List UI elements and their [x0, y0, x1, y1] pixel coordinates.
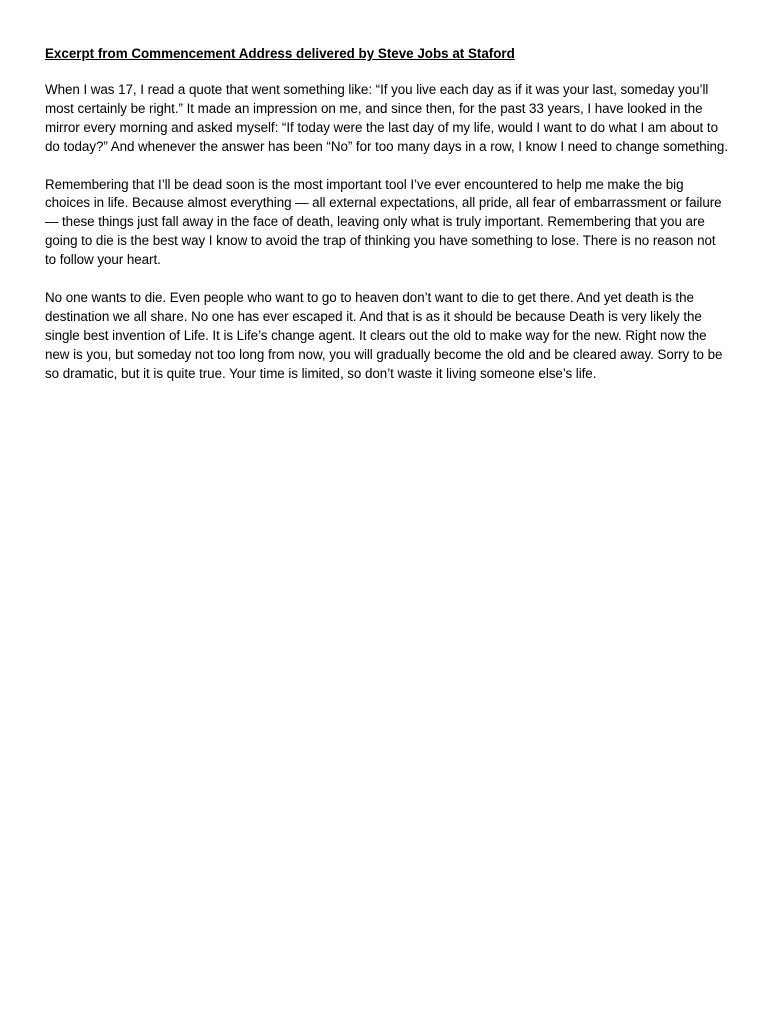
document-body — [45, 44, 728, 402]
document-title: Excerpt from Commencement Address delivered by Steve Jobs at Staford — [45, 46, 515, 61]
paragraph-1: When I was 17, I read a quote that went something like: “If you live each day as if it was your last, someday you’ll most certainly be right.” It made an impression on me, and since then, for the past 33 years, I have looked in the mirror every morning and asked myself: “If today were the last day of my life, would I want to do what I am about to do today?” And whenever the answer has been “No” for too many days in a row, I know I need to change something. — [45, 82, 728, 154]
paragraph-2: Remembering that I’ll be dead soon is the most important tool I’ve ever encountered to help me make the big choices in life. Because almost everything — all external expectations, all pride, all fear of embarrassment or failure — these things just fall away in the face of death, leaving only what is truly important. Remembering that you are going to die is the best way I know to avoid the trap of thinking you have something to lose. There is no reason not to follow your heart. — [45, 176, 722, 268]
paragraph-3: No one wants to die. Even people who want to go to heaven don’t want to die to get there. And yet death is the destination we all share. No one has ever escaped it. And that is as it should be because Death is very likely the single best invention of Life. It is Life’s change agent. It clears out the old to make way for the new. Right now the new is you, but someday not too long from now, you will gradually become the old and be cleared away. Sorry to be so dramatic, but it is quite true. Your time is limited, so don’t waste it living someone else’s life. — [45, 289, 723, 381]
